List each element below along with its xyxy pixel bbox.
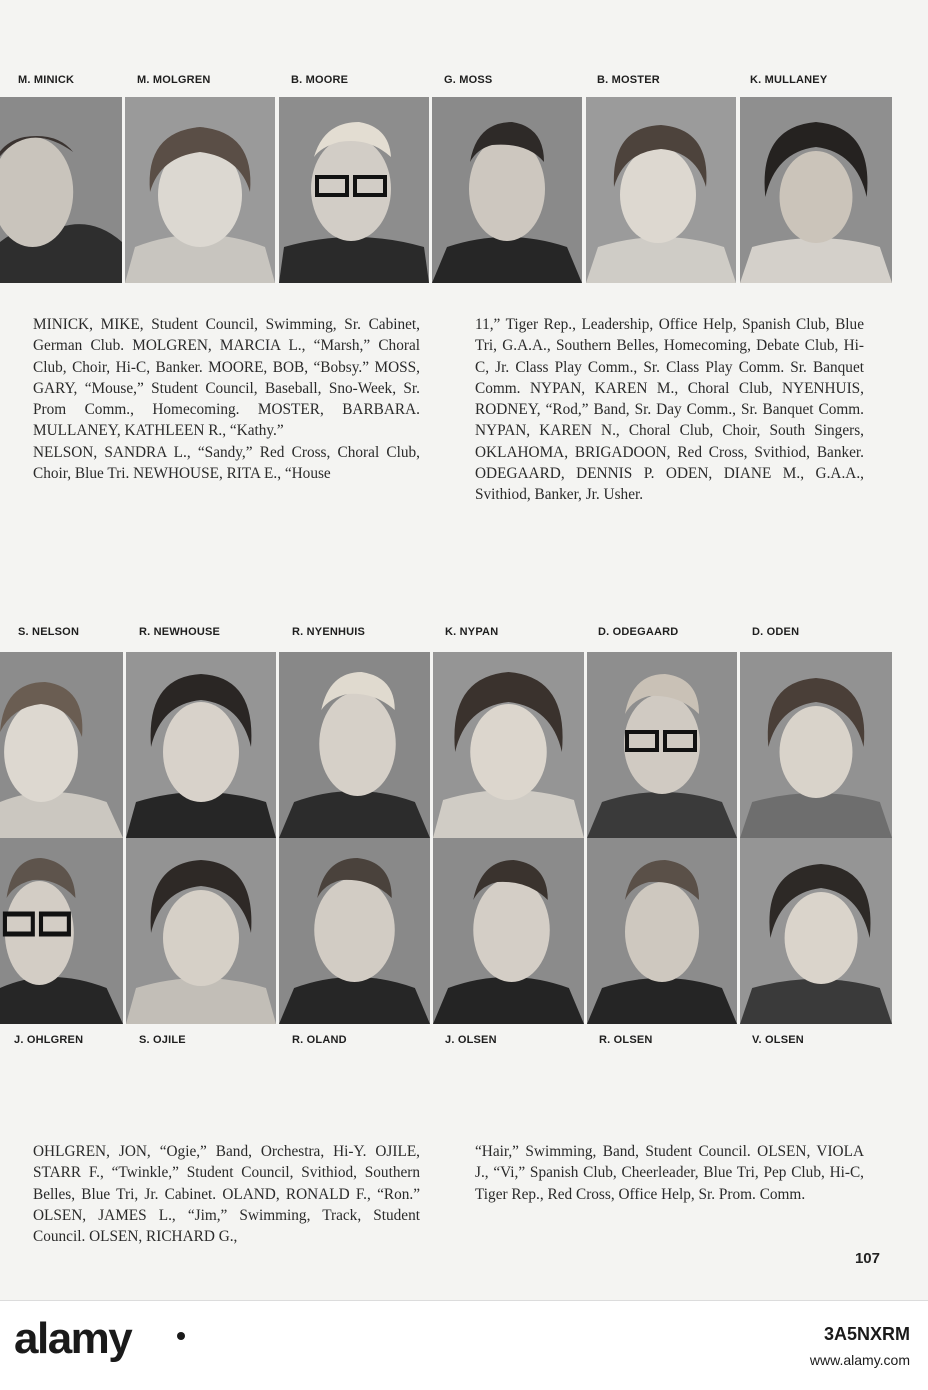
portrait-name: R. OLAND [292, 1034, 347, 1046]
portrait-name: K. MULLANEY [750, 74, 828, 86]
biography-text-right [475, 314, 864, 506]
portrait-photo [432, 97, 582, 283]
portrait-photo [125, 97, 275, 283]
portrait-photo [279, 97, 429, 283]
portrait-name: M. MINICK [18, 74, 75, 86]
logo-mark-icon [176, 1331, 186, 1341]
portrait-name: G. MOSS [444, 74, 493, 86]
portrait-photo [433, 652, 584, 838]
portrait-name-row [0, 626, 928, 642]
portrait-photo [586, 97, 736, 283]
portrait-photo [0, 838, 123, 1024]
portrait-name: B. MOSTER [597, 74, 660, 86]
biography-text-right [475, 1141, 864, 1205]
page-number: 107 [854, 1250, 880, 1267]
portrait-name-row [0, 74, 928, 90]
watermark-logo: alamy [14, 1314, 132, 1363]
portrait-row [0, 838, 892, 1024]
portrait-name: D. ODEN [752, 626, 800, 638]
portrait-photo [279, 838, 430, 1024]
biography-text-left [33, 314, 420, 484]
portrait-row [0, 652, 892, 838]
portrait-photo [587, 838, 737, 1024]
portrait-name: R. NEWHOUSE [139, 626, 221, 638]
portrait-photo [126, 652, 276, 838]
portrait-photo [740, 838, 892, 1024]
portrait-name: B. MOORE [291, 74, 349, 86]
portrait-photo [0, 652, 123, 838]
portrait-name: M. MOLGREN [137, 74, 211, 86]
biography-paragraph: MINICK, MIKE, Student Council, Swimming, Sr. Cabinet, German Club. MOLGREN, MARCIA L., “Marsh,” Choral Club, Choir, Hi-C, Banker. MOORE, BOB, “Bobsy.” MOSS, GARY, “Mouse,” Student Council, Baseball, Sno-Week, Sr. Prom Comm., Homecoming. MOSTER, BARBARA. MULLANEY, KATHLEEN R., “Kathy.” [33, 316, 420, 440]
portrait-name: K. NYPAN [445, 626, 499, 638]
portrait-name-row [0, 1034, 928, 1050]
portrait-photo [433, 838, 584, 1024]
watermark-footer [0, 1300, 928, 1390]
biography-paragraph: NELSON, SANDRA L., “Sandy,” Red Cross, Choral Club, Choir, Blue Tri. NEWHOUSE, RITA E., “House [33, 443, 420, 483]
portrait-name: R. NYENHUIS [292, 626, 366, 638]
portrait-name: S. NELSON [18, 626, 80, 638]
site-url[interactable]: www.alamy.com [809, 1352, 910, 1368]
portrait-name: V. OLSEN [752, 1034, 804, 1046]
portrait-name: J. OLSEN [445, 1034, 497, 1046]
portrait-photo [0, 97, 122, 283]
portrait-photo [740, 97, 892, 283]
footer-divider [0, 1300, 928, 1301]
biography-paragraph: OHLGREN, JON, “Ogie,” Band, Orchestra, Hi-Y. OJILE, STARR F., “Twinkle,” Student Council, Svithiod, Southern Belles, Blue Tri, Jr. Cabinet. OLAND, RONALD F., “Ron.” OLSEN, JAMES L., “Jim,” Swimming, Track, Student Council. OLSEN, RICHARD G., [33, 1143, 420, 1246]
biography-paragraph: “Hair,” Swimming, Band, Student Council. OLSEN, VIOLA J., “Vi,” Spanish Club, Cheerleader, Blue Tri, Pep Club, Hi-C, Tiger Rep., Red Cross, Office Help, Sr. Prom. Comm. [475, 1143, 864, 1203]
image-id: 3A5NXRM [823, 1324, 910, 1344]
portrait-photo [126, 838, 276, 1024]
biography-paragraph: 11,” Tiger Rep., Leadership, Office Help, Spanish Club, Blue Tri, G.A.A., Southern Belles, Homecoming, Debate Club, Hi-C, Jr. Class Play Comm., Sr. Class Play Comm. Sr. Banquet Comm. NYPAN, KAREN M., Choral Club, NYENHUIS, RODNEY, “Rod,” Band, Sr. Day Comm., Sr. Banquet Comm. NYPAN, KAREN N., Choral Club, Choir, South Singers, OKLAHOMA, BRIGADOON, Red Cross, Svithiod, Banker. ODEGAARD, DENNIS P. ODEN, DIANE M., G.A.A., Svithiod, Banker, Jr. Usher. [475, 316, 864, 504]
portrait-name: R. OLSEN [599, 1034, 653, 1046]
portrait-name: J. OHLGREN [14, 1034, 84, 1046]
portrait-name: S. OJILE [139, 1034, 186, 1046]
portrait-photo [740, 652, 892, 838]
portrait-name: D. ODEGAARD [598, 626, 679, 638]
portrait-photo [279, 652, 430, 838]
portrait-photo [587, 652, 737, 838]
portrait-row [0, 97, 892, 283]
biography-text-left [33, 1141, 420, 1247]
